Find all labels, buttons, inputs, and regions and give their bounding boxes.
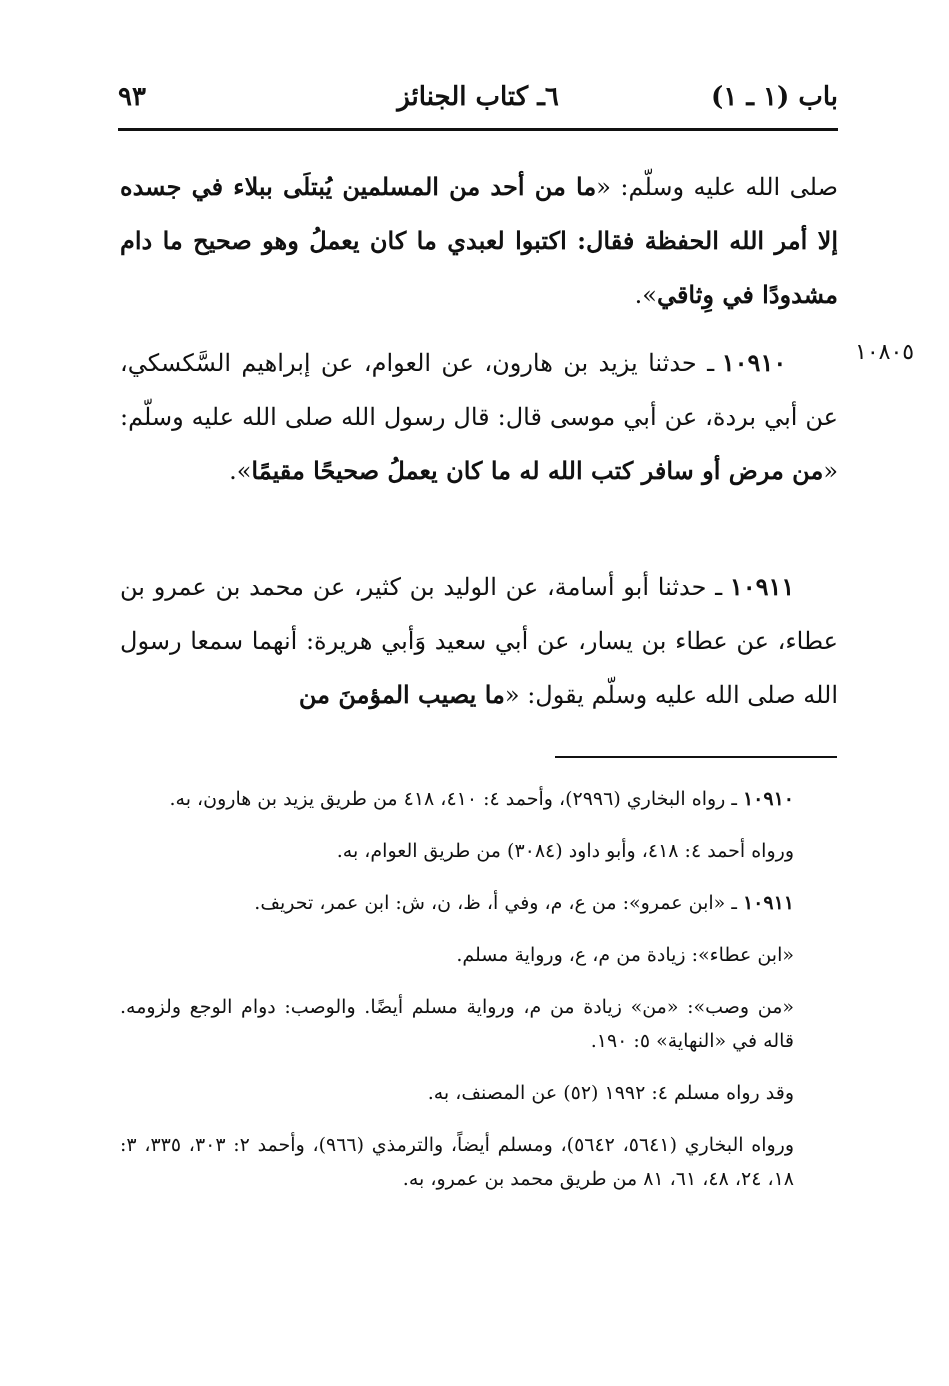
footnote bbox=[120, 782, 838, 816]
footnote-text: ـ رواه البخاري (٢٩٩٦)، وأحمد ٤: ٤١٠، ٤١٨ من طريق يزيد بن هارون، به. bbox=[169, 788, 743, 810]
footnote-text: ورواه أحمد ٤: ٤١٨، وأبو داود (٣٠٨٤) من طريق العوام، به. bbox=[336, 840, 794, 862]
paragraph-continuation bbox=[120, 160, 838, 322]
footnote-text: «ابن عطاء»: زيادة من م، ع، ورواية مسلم. bbox=[456, 944, 794, 966]
hadith-text: ما من أحد من المسلمين يُبتلَى ببلاء في جسده إلا أمر الله الحفظة فقال: اكتبوا لعبدي ما كان يعملُ وهو صحيح ما دام مشدودًا في وِثاقي bbox=[120, 172, 838, 309]
footnote bbox=[120, 1128, 838, 1196]
narration-text: ـ حدثنا أبو أسامة، عن الوليد بن كثير، عن محمد بن عمرو بن عطاء، عن عطاء بن يسار، عن أبي سعيد وَأبي هريرة: أنهما سمعا رسول الله صلى الله عليه وسلّم يقول: « bbox=[120, 573, 838, 709]
footnote-divider bbox=[555, 756, 837, 758]
footnote bbox=[120, 834, 838, 868]
footnote-text: «من وصب»: «من» زيادة من م، ورواية مسلم أيضًا. والوصب: دوام الوجع ولزومه. قاله في «النهاية» ٥: ١٩٠. bbox=[120, 996, 794, 1052]
margin-reference-number: ١٠٨٠٥ bbox=[855, 340, 915, 365]
footnotes bbox=[120, 782, 838, 1214]
quote-close: ». bbox=[229, 457, 252, 485]
book-title: ٦ـ كتاب الجنائز bbox=[397, 82, 559, 112]
footnote-number: ١٠٩١١ bbox=[742, 892, 794, 914]
hadith-text: ما يصيب المؤمنَ من bbox=[298, 680, 505, 709]
footnote-text: وقد رواه مسلم ٤: ١٩٩٢ (٥٢) عن المصنف، به. bbox=[427, 1082, 794, 1104]
narration-text: ـ حدثنا يزيد بن هارون، عن العوام، عن إبراهيم السَّكسكي، عن أبي بردة، عن أبي موسى قال: قال رسول الله صلى الله عليه وسلّم: « bbox=[120, 349, 838, 485]
footnote bbox=[120, 938, 838, 972]
hadith-number: ١٠٩١١ bbox=[729, 572, 795, 601]
header-divider bbox=[118, 128, 838, 131]
running-header bbox=[118, 82, 838, 122]
footnote-text: ورواه البخاري (٥٦٤١، ٥٦٤٢)، ومسلم أيضاً، والترمذي (٩٦٦)، وأحمد ٢: ٣٠٣، ٣٣٥، ٣: ١٨، ٢٤، ٤٨، ٦١، ٨١ من طريق محمد بن عمرو، به. bbox=[120, 1134, 795, 1190]
footnote bbox=[120, 990, 838, 1058]
quote-close: ». bbox=[634, 281, 657, 309]
footnote bbox=[120, 886, 838, 920]
hadith-text: من مرض أو سافر كتب الله له ما كان يعملُ صحيحًا مقيمًا bbox=[251, 456, 824, 485]
hadith-10910 bbox=[120, 336, 838, 498]
narration-text: صلى الله عليه وسلّم: « bbox=[596, 173, 838, 201]
hadith-10911 bbox=[120, 560, 838, 722]
footnote-number: ١٠٩١٠ bbox=[742, 788, 794, 810]
footnote bbox=[120, 1076, 838, 1110]
hadith-number: ١٠٩١٠ bbox=[721, 348, 787, 377]
page-number: ٩٣ bbox=[118, 82, 146, 112]
footnote-text: ـ «ابن عمرو»: من ع، م، وفي أ، ظ، ن، ش: ابن عمر، تحريف. bbox=[254, 892, 743, 914]
chapter-label: باب (١ ـ ١) bbox=[711, 82, 838, 112]
